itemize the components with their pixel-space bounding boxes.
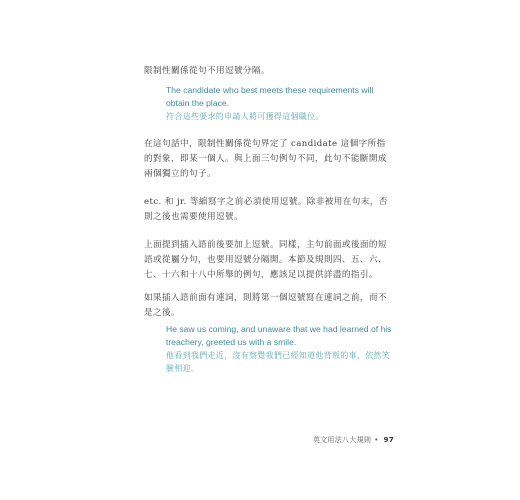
footer-separator: •	[374, 436, 379, 444]
example-translation: 符合這些要求的申請人將可獲得這個職位。	[166, 112, 324, 121]
example-block-2	[166, 323, 398, 375]
page-footer	[313, 435, 394, 445]
paragraph-explanation: 在這句話中，限制性關係從句界定了 candidate 這個字所指的對象，即某一個人。與上面三句例句不同，此句不能斷開成兩個獨立的句子。	[144, 139, 387, 179]
running-title: 英文用法八大規則	[312, 436, 372, 444]
example-block-1	[166, 84, 398, 123]
example-english: He saw us coming, and unaware that we had learned of his treachery, greeted us with a smile.	[166, 324, 392, 347]
paragraph-restrictive-clause-rule: 限制性關係從句不用逗號分隔。	[144, 66, 270, 76]
paragraph-abbreviations: etc. 和 jr. 等縮寫字之前必須使用逗號。除非被用在句末，否則之後也需要使用逗號。	[144, 197, 388, 222]
paragraph-parenthetic: 上面提到插入語前後要加上逗號。同樣，主句前面或後面的短語或從屬分句，也要用逗號分隔開。本節及規則四、五、六、七、十六和十八中所舉的例句，應該足以提供詳盡的指引。	[144, 240, 387, 280]
page-number: 97	[383, 436, 394, 444]
example-translation: 他看到我們走近，沒有察覺我們已經知道他背叛的事，依然笑臉相迎。	[166, 351, 391, 373]
example-english: The candidate who best meets these requirements will obtain the place.	[166, 85, 374, 108]
paragraph-conjunction: 如果插入語前面有連詞，則將第一個逗號寫在連詞之前，而不是之後。	[144, 293, 387, 318]
